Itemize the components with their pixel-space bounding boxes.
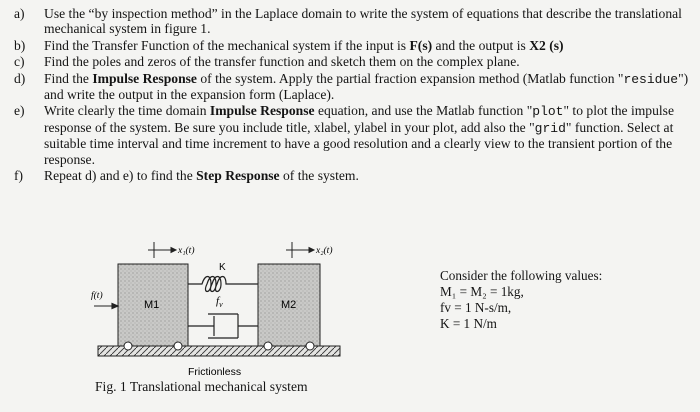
problem-item xyxy=(14,6,694,37)
text-run: Find the Transfer Function of the mechanical system if the input is xyxy=(44,37,410,53)
value-spring: K = 1 N/m xyxy=(440,316,497,331)
problem-item-label: e) xyxy=(14,103,25,119)
problem-item-text xyxy=(44,168,694,183)
problem-item-label: f) xyxy=(14,168,24,184)
spring-k xyxy=(188,277,258,292)
ground-label: Frictionless xyxy=(188,366,242,378)
given-values xyxy=(440,268,602,332)
problem-item-label: d) xyxy=(14,70,26,86)
problem-item-text xyxy=(44,103,694,167)
problem-list xyxy=(14,6,694,184)
code-term: grid xyxy=(534,120,566,136)
mechanical-system-figure xyxy=(88,228,348,378)
x2-label: x₂(t) xyxy=(316,246,333,256)
problem-item-text xyxy=(44,38,694,53)
problem-item xyxy=(14,168,694,183)
problem-item xyxy=(14,54,694,69)
text-run: " to plot the impulse response of the system. Be sure you include title, xlabel, ylabel in your plot, add also the " xyxy=(44,103,674,135)
bold-term: Impulse Response xyxy=(209,103,315,119)
problem-item-text xyxy=(44,54,694,69)
figure-caption: Fig. 1 Translational mechanical system xyxy=(95,379,308,394)
text-run: Repeat d) and e) to find the xyxy=(44,168,197,184)
problem-item-label: a) xyxy=(14,6,25,21)
mass-m1-label: M1 xyxy=(144,299,160,311)
values-heading: Consider the following values: xyxy=(440,268,603,283)
text-run: of the system. xyxy=(279,168,359,184)
problem-item-text xyxy=(44,6,694,37)
ground-surface xyxy=(98,346,340,356)
problem-item-label: c) xyxy=(14,54,25,70)
problem-item xyxy=(14,103,694,167)
text-run: ") and write the output in the expansion form (Laplace). xyxy=(44,70,689,103)
damper-fv xyxy=(188,314,258,338)
bold-term: Step Response xyxy=(196,168,280,184)
text-run: of the system. Apply the partial fraction expansion method (Matlab function " xyxy=(196,70,624,86)
x2-displacement-arrow xyxy=(286,242,314,258)
mass-m2-label: M2 xyxy=(281,299,297,311)
damper-label: $f_v$ xyxy=(216,295,223,309)
force-arrow xyxy=(94,304,118,309)
text-run: and the output is xyxy=(432,37,530,53)
text-run: Find the xyxy=(44,70,93,86)
text-run: " function. Select at suitable time interval and time increment to have a good resolution and a clearly view to the transient portion of the response. xyxy=(44,119,674,167)
problem-item-text xyxy=(44,71,694,103)
bold-term: Impulse Response xyxy=(92,70,197,86)
text-run: Use the “by inspection method” in the Laplace domain to write the system of equations that describe the translational mechanical system in figure 1. xyxy=(44,6,682,37)
text-run: Write clearly the time domain xyxy=(44,103,210,119)
text-run: Find the poles and zeros of the transfer function and sketch them on the complex plane. xyxy=(44,54,520,70)
code-term: plot xyxy=(532,104,564,120)
value-mass: M₁ = M₂ = 1kg, xyxy=(440,284,524,299)
spring-label: K xyxy=(219,262,226,273)
bold-term: X2 (s) xyxy=(529,37,564,53)
x1-label: x₁(t) xyxy=(178,246,195,256)
text-run: equation, and use the Matlab function " xyxy=(314,103,533,119)
code-term: residue xyxy=(623,71,679,87)
problem-item-label: b) xyxy=(14,37,26,53)
problem-item xyxy=(14,38,694,53)
bold-term: F(s) xyxy=(409,37,433,53)
force-label: f(t) xyxy=(91,291,103,301)
x1-displacement-arrow xyxy=(148,242,176,258)
problem-item xyxy=(14,71,694,103)
value-damping: fv = 1 N-s/m, xyxy=(440,300,512,315)
